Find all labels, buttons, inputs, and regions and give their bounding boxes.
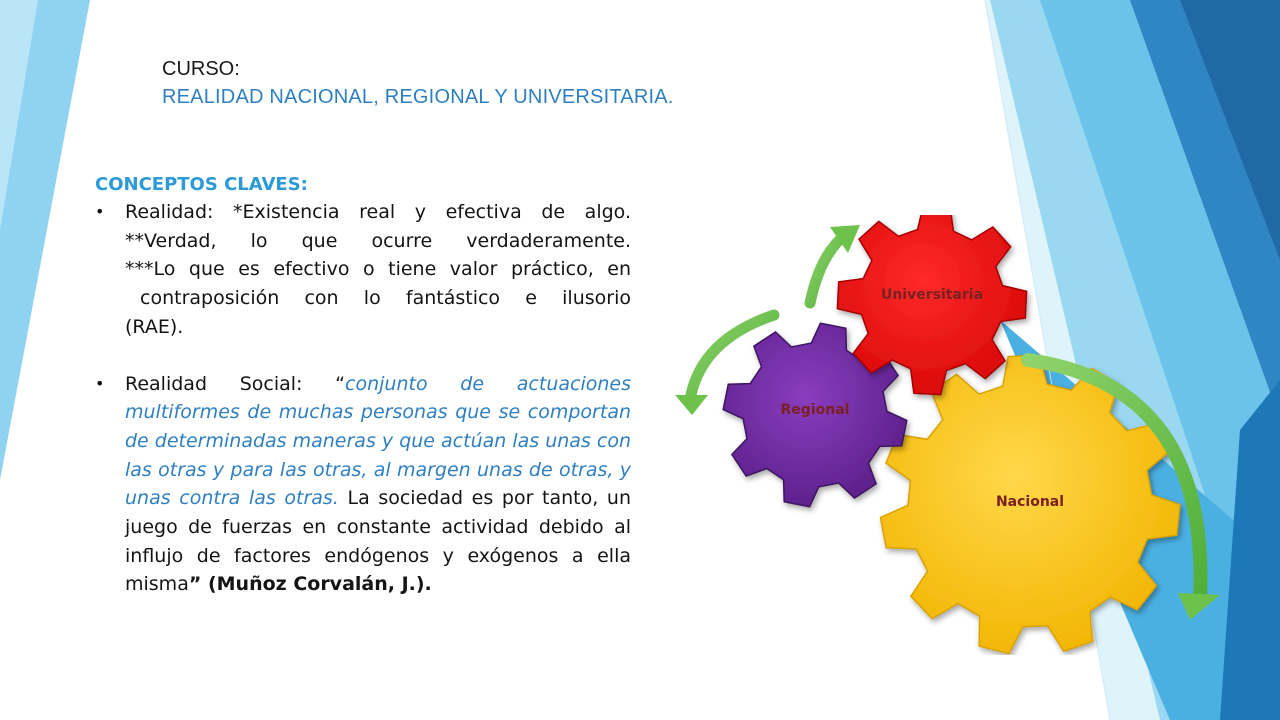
social-quote: conjunto de actuaciones multiformes de muchas personas que se comportan de determinadas maneras y que actúan las unas con las otras y para las otras, al margen unas de otras, y unas contra las otras. — [125, 372, 631, 510]
concepts-list — [95, 198, 631, 599]
social-continuation: La sociedad es por tanto, un juego de fuerzas en constante actividad debido al influjo de factores endógenos y exógenos a ella misma — [125, 487, 631, 596]
realidad-line-1: Realidad: *Existencia real y efectiva de algo. — [125, 201, 631, 223]
realidad-line-3: ***Lo que es efectivo o tiene valor práctico, en — [125, 258, 631, 281]
bullet-icon: • — [95, 202, 105, 221]
gears-diagram — [670, 215, 1240, 655]
concept-realidad-social — [95, 370, 631, 600]
course-name: REALIDAD NACIONAL, REGIONAL Y UNIVERSITARIA. — [162, 86, 674, 108]
concept-realidad — [95, 198, 631, 342]
gear-nacional-label: Nacional — [995, 494, 1065, 510]
section-title: CONCEPTOS CLAVES: — [95, 174, 308, 195]
course-label: CURSO: — [162, 58, 240, 80]
realidad-line-4: contraposición con lo fantástico e ilusorio — [140, 287, 631, 310]
social-label: Realidad Social: “ — [125, 372, 346, 395]
gear-universitaria — [837, 215, 1026, 395]
gear-universitaria-label: Universitaria — [880, 287, 984, 303]
gear-regional-label: Regional — [780, 402, 850, 418]
social-citation: ” (Muñoz Corvalán, J.). — [188, 573, 432, 596]
bullet-icon: • — [95, 373, 105, 393]
realidad-line-2: **Verdad, lo que ocurre verdaderamente. — [125, 229, 631, 252]
realidad-line-5: (RAE). — [125, 315, 184, 338]
